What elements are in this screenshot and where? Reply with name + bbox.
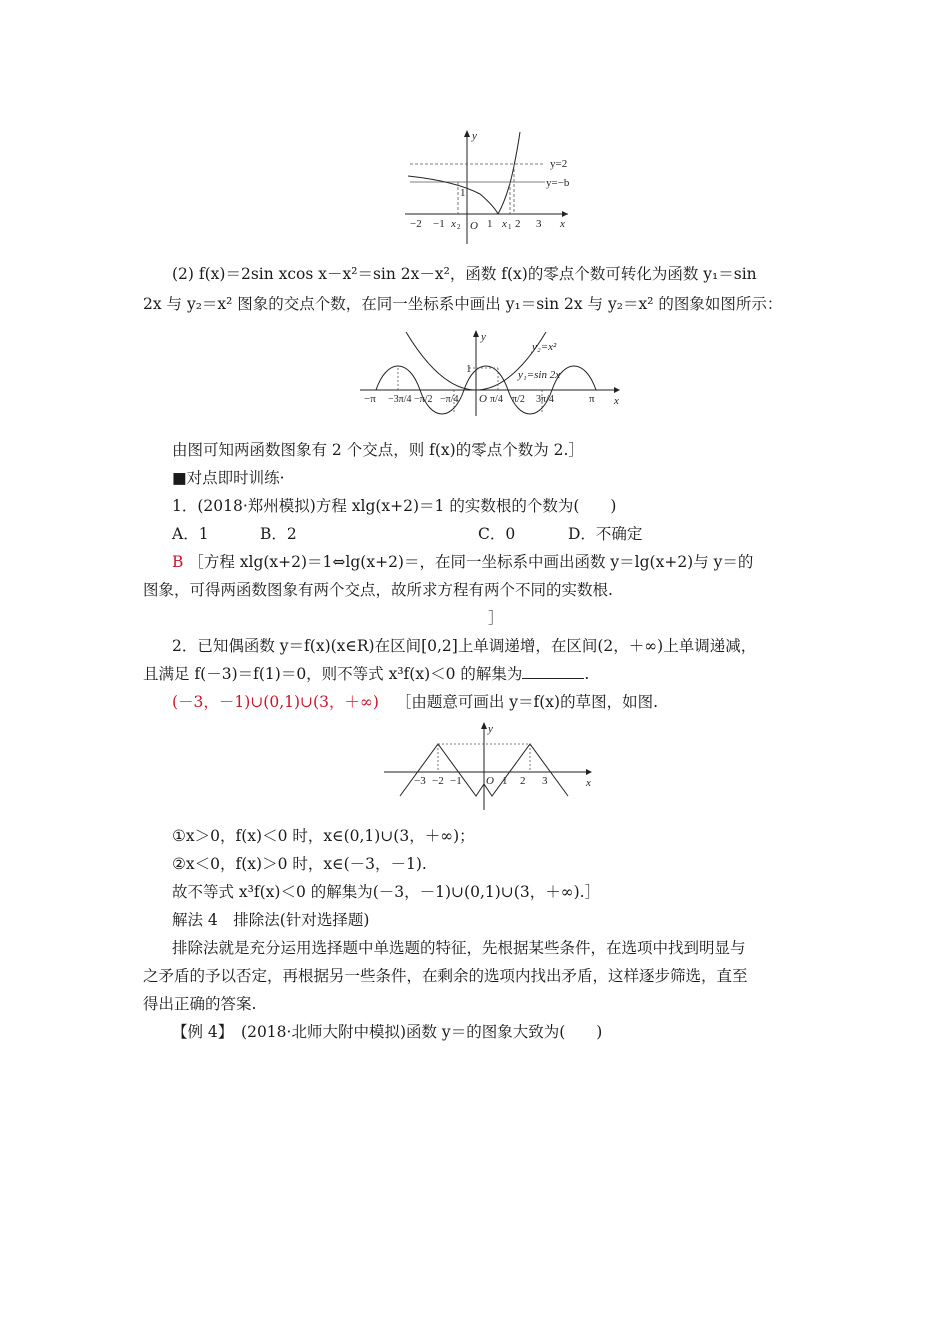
tick-3: 3 <box>536 218 542 230</box>
q1-explain2: 图象，可得两函数图象有两个交点，故所求方程有两个不同的实数根. <box>143 581 613 599</box>
q1-option-d: D．不确定 <box>568 525 643 543</box>
x-axis-label: x <box>614 395 619 407</box>
q1-options <box>172 524 842 544</box>
method-body-line3: 得出正确的答案. <box>143 995 257 1013</box>
figure-sin-and-parabola <box>356 328 626 420</box>
q2-answer-blank <box>522 664 584 679</box>
tick-x1: x <box>502 218 507 230</box>
tick-minus-pi: −π <box>364 393 376 405</box>
tick-pi-4: π/4 <box>490 394 503 405</box>
y-axis-label: y <box>481 331 486 343</box>
tick-2: 2 <box>520 775 526 787</box>
tick-2: 2 <box>515 218 521 230</box>
y-tick-1: 1 <box>460 187 466 199</box>
q1-explain-line1 <box>172 552 842 572</box>
tick-m1: −1 <box>450 775 462 787</box>
example4: 【例 4】 (2018·北师大附中模拟)函数 y＝的图象大致为( ) <box>172 1023 603 1041</box>
para2-line2: 2x 与 y₂＝x² 图象的交点个数，在同一坐标系中画出 y₁＝sin 2x 与 y₂＝x² 的图象如图所示： <box>143 295 783 313</box>
drill-title: ■对点即时训练· <box>172 469 285 487</box>
tick-minus-pi-2: −π/2 <box>414 394 433 405</box>
tick-x2: x <box>451 218 456 230</box>
tick-x1-sub: 1 <box>508 223 512 231</box>
q1-explain3: ］ <box>488 609 504 627</box>
q1-stem: 1．(2018·郑州模拟)方程 xlg(x+2)＝1 的实数根的个数为( ) <box>172 497 617 515</box>
tick-pi-2: π/2 <box>512 394 525 405</box>
label-y1-curve: y₁=sin 2x <box>518 369 561 381</box>
curve-right <box>498 132 520 214</box>
q2-line2-end: . <box>584 665 590 683</box>
tick-m2: −2 <box>410 218 422 230</box>
tick-x2-sub: 2 <box>457 223 461 231</box>
tick-minus-3pi-4: −3π/4 <box>388 394 412 405</box>
para2-line1: (2) f(x)＝2sin xcos x－x²＝sin 2x－x²，函数 f(x)的零点个数可转化为函数 y₁＝sin <box>172 265 757 283</box>
curve-right <box>484 744 568 796</box>
conclusion1: 由图可知两函数图象有 2 个交点，则 f(x)的零点个数为 2.］ <box>172 441 584 459</box>
q2-line2 <box>143 664 813 684</box>
origin: O <box>470 220 478 232</box>
figure-graph-zero-points <box>400 126 590 250</box>
tick-m3: −3 <box>414 775 426 787</box>
label-y2-curve: y₂=x² <box>532 341 557 353</box>
method-body-line1: 排除法就是充分运用选择题中单选题的特征，先根据某些条件，在选项中找到明显与 <box>172 939 746 957</box>
figure-even-function-sketch <box>380 720 600 816</box>
x-axis-label: x <box>560 218 565 230</box>
curve-left <box>400 744 484 796</box>
tick-1: 1 <box>502 775 508 787</box>
q1-answer: B <box>172 553 184 571</box>
y-axis-label: y <box>472 130 477 142</box>
q2-answer-line <box>172 692 842 712</box>
q2-line1: 2．已知偶函数 y＝f(x)(x∈R)在区间[0,2]上单调递增，在区间(2，＋∞)上单调递减， <box>172 637 757 655</box>
tick-minus-pi-4: −π/4 <box>440 394 459 405</box>
tick-pi: π <box>589 393 595 405</box>
case2: ②x＜0，f(x)＞0 时，x∈(－3，－1). <box>172 855 427 873</box>
q1-option-a: A．1 <box>172 525 209 543</box>
q1-option-c: C．0 <box>478 525 516 543</box>
x-axis-label: x <box>586 777 591 789</box>
y-axis-label: y <box>488 723 493 735</box>
label-y2: y=2 <box>550 158 568 170</box>
q2-explain: ［由题意可画出 y＝f(x)的草图，如图. <box>395 693 659 711</box>
tick-3pi-4: 3π/4 <box>536 394 554 405</box>
origin: O <box>486 775 494 787</box>
tick-3: 3 <box>542 775 548 787</box>
q2-line2-text: 且满足 f(－3)＝f(1)＝0，则不等式 x³f(x)＜0 的解集为 <box>143 665 523 683</box>
tick-1: 1 <box>487 218 493 230</box>
q2-answer: (－3，－1)∪(0,1)∪(3，＋∞) <box>172 693 379 711</box>
conclusion2: 故不等式 x³f(x)＜0 的解集为(－3，－1)∪(0,1)∪(3，＋∞).］ <box>172 883 601 901</box>
origin: O <box>479 393 487 405</box>
q1-explain1: ［方程 xlg(x+2)＝1⇔lg(x+2)＝，在同一坐标系中画出函数 y＝lg(x+2)与 y＝的 <box>188 553 754 571</box>
method-title: 解法 4 排除法(针对选择题) <box>172 911 370 929</box>
y-tick-1: 1 <box>466 363 472 375</box>
q1-option-b: B．2 <box>260 525 297 543</box>
tick-m1: −1 <box>433 218 445 230</box>
label-y-minus-b: y=−b <box>546 177 570 189</box>
case1: ①x＞0，f(x)＜0 时，x∈(0,1)∪(3，＋∞)； <box>172 827 475 845</box>
method-body-line2: 之矛盾的予以否定，再根据另一些条件，在剩余的选项内找出矛盾，这样逐步筛选，直至 <box>143 967 748 985</box>
tick-m2: −2 <box>432 775 444 787</box>
